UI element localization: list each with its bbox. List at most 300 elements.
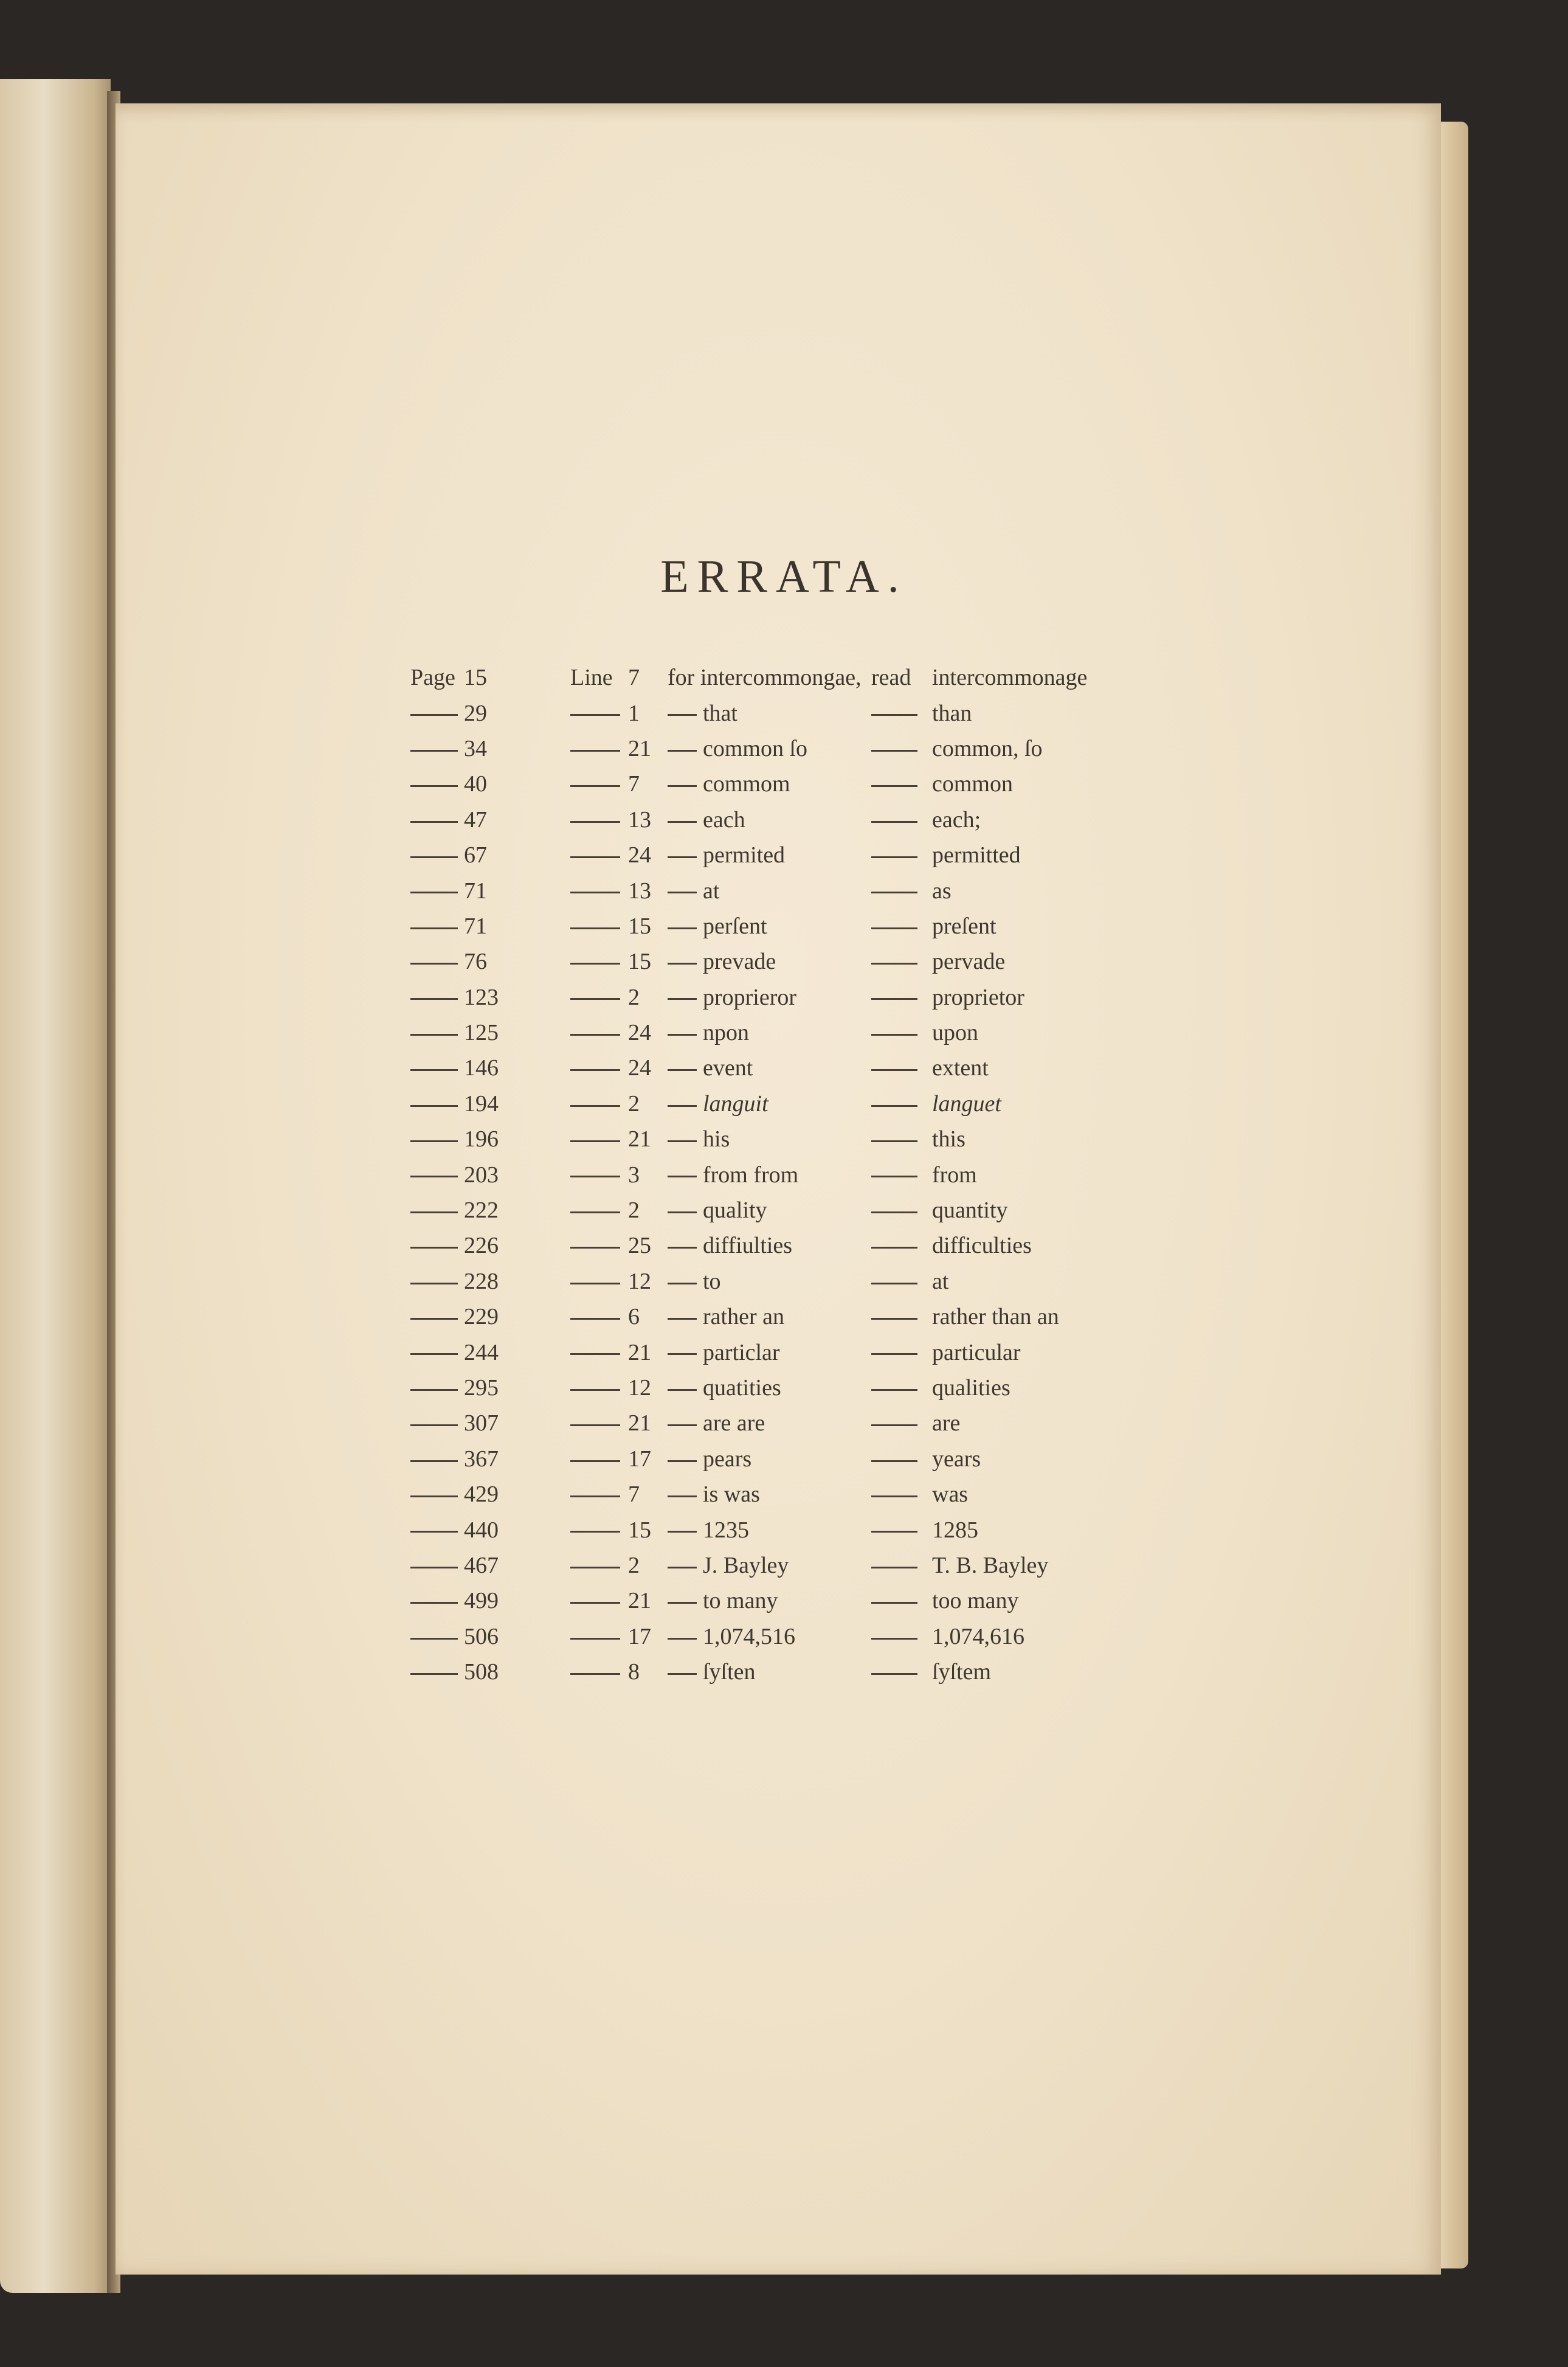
ditto-dash [570,1069,620,1071]
error-text: perſent [703,913,767,939]
ditto-dash [668,856,697,858]
ditto-dash [410,1176,458,1177]
error-text-cell [668,1619,871,1654]
errata-row [410,1193,1087,1228]
page-ditto-cell [410,1264,464,1299]
error-text: from from [703,1162,799,1188]
page-ditto-cell [410,1015,464,1050]
correction-text-cell [932,766,1087,802]
errata-row [410,766,1087,802]
read-ditto-cell [871,1015,932,1050]
read-ditto-cell [871,1264,932,1299]
page-ditto-cell [410,1370,464,1405]
ditto-dash [570,1247,620,1249]
correction-text-cell [932,1441,1087,1477]
line-number: 3 [628,1162,640,1188]
error-text-cell [668,1583,871,1618]
ditto-dash [570,821,620,823]
ditto-dash [871,998,917,1000]
ditto-dash [570,1673,620,1675]
read-ditto-cell [871,1050,932,1086]
ditto-dash [668,1353,697,1355]
correction-text-cell [932,1405,1087,1441]
correction-text: qualities [932,1375,1010,1401]
ditto-dash [410,856,458,858]
page-number-cell [464,1157,570,1192]
ditto-dash [410,1602,458,1604]
errata-row [410,1334,1087,1370]
errata-row [410,1157,1087,1192]
read-ditto-cell [871,1121,932,1157]
error-text-cell [668,1654,871,1689]
line-number: 2 [628,1552,640,1578]
correction-text-cell [932,1583,1087,1618]
page-number-cell [464,1405,570,1441]
line-ditto-cell [570,1619,628,1654]
error-text: that [703,700,737,726]
page-ditto-cell [410,731,464,766]
correction-text-cell [932,1264,1087,1299]
page-number-cell [464,1654,570,1689]
errata-row [410,1654,1087,1689]
line-number: 7 [628,665,640,691]
correction-text: preſent [932,913,996,939]
error-text-cell [668,1228,871,1263]
error-text: commom [703,771,790,797]
ditto-dash [871,1673,917,1675]
page-number-cell [464,873,570,908]
line-number-cell [628,1121,668,1157]
error-text: quatities [703,1375,781,1401]
page-number-cell [464,1193,570,1228]
error-text: permited [703,842,786,868]
errata-row [410,1512,1087,1547]
ditto-dash [871,1638,917,1640]
read-ditto-cell [871,695,932,730]
errata-row [410,944,1087,979]
errata-row [410,1299,1087,1334]
correction-text: permitted [932,842,1021,868]
page-number-cell [464,1512,570,1547]
line-number-cell [628,695,668,730]
error-text: 1,074,516 [703,1623,795,1649]
correction-text: pervade [932,949,1006,975]
error-text: his [703,1126,730,1152]
ditto-dash [410,1034,458,1036]
line-ditto-cell [570,1157,628,1192]
ditto-dash [410,1069,458,1071]
ditto-dash [871,1602,917,1604]
read-ditto-cell [871,1654,932,1689]
ditto-dash [871,1567,917,1568]
ditto-dash [570,1353,620,1355]
line-number-cell [628,1370,668,1405]
error-text: each [703,806,745,833]
read-ditto-cell [871,980,932,1015]
correction-text-cell [932,1512,1087,1547]
correction-text: upon [932,1020,978,1046]
line-number-cell [628,1619,668,1654]
ditto-dash [871,1176,917,1177]
ditto-dash [668,1140,697,1142]
ditto-dash [410,1389,458,1391]
correction-text: intercommonage [932,665,1088,691]
page-ditto-cell [410,695,464,730]
correction-text-cell [932,1121,1087,1157]
ditto-dash [570,1211,620,1213]
correction-text: T. B. Bayley [932,1552,1049,1578]
read-ditto-cell [871,1334,932,1370]
page-title: ERRATA. [660,551,908,602]
line-number-cell [628,802,668,837]
ditto-dash [410,963,458,965]
error-text-cell [668,1193,871,1228]
ditto-dash [668,1638,697,1640]
line-number: 24 [628,1055,651,1081]
line-number-cell [628,1548,668,1583]
ditto-dash [668,714,697,716]
error-text: 1235 [703,1517,749,1543]
page-ditto-cell [410,802,464,837]
ditto-dash [871,1318,917,1320]
error-text: pears [703,1446,752,1472]
page-ditto-cell [410,980,464,1015]
page-number: 29 [464,700,487,726]
errata-row [410,909,1087,944]
error-text-cell [668,802,871,837]
line-ditto-cell [570,1654,628,1689]
ditto-dash [668,1389,697,1391]
correction-text-cell [932,1157,1087,1192]
errata-header-row [410,660,1087,695]
page-number-cell [464,1477,570,1512]
error-text: are are [703,1410,765,1436]
errata-row [410,1441,1087,1477]
ditto-dash [668,892,697,893]
error-text-cell [668,873,871,908]
ditto-dash [668,963,697,965]
correction-text-cell [932,980,1087,1015]
page-number-cell [464,909,570,944]
page-ditto-cell [410,1583,464,1618]
line-number-cell [628,1157,668,1192]
page-ditto-cell [410,1477,464,1512]
ditto-dash [570,1318,620,1320]
correction-text-cell [932,1477,1087,1512]
correction-text: from [932,1162,977,1188]
ditto-dash [871,1389,917,1391]
page-number-cell [464,1548,570,1583]
ditto-dash [410,714,458,716]
ditto-dash [668,750,697,752]
ditto-dash [570,1283,620,1284]
line-number-cell [628,1086,668,1121]
ditto-dash [410,1318,458,1320]
correction-text: each; [932,806,981,833]
read-ditto-cell [871,1157,932,1192]
error-text: is was [703,1482,760,1508]
correction-text: as [932,878,952,904]
correction-text: rather than an [932,1304,1059,1330]
error-text: particlar [703,1339,780,1365]
line-ditto-cell [570,1477,628,1512]
ditto-dash [871,1211,917,1213]
ditto-dash [410,1283,458,1284]
errata-table [410,660,1087,1689]
line-number-cell [628,1441,668,1477]
ditto-dash [410,1353,458,1355]
page-number-cell [464,1441,570,1477]
line-number-cell [628,1228,668,1263]
line-number: 21 [628,1410,651,1436]
correction-text: common [932,771,1013,797]
error-text-cell [668,1050,871,1086]
line-number-cell [628,1334,668,1370]
page-ditto-cell [410,766,464,802]
ditto-dash [410,1531,458,1533]
page-number-cell [464,1050,570,1086]
ditto-dash [668,1034,697,1036]
correction-text: years [932,1446,981,1472]
correction-text: are [932,1410,961,1436]
error-text-cell [668,1441,871,1477]
line-ditto-cell [570,766,628,802]
error-text-cell [668,695,871,730]
error-text: quality [703,1197,767,1224]
read-ditto-cell [871,909,932,944]
line-ditto-cell [570,1512,628,1547]
ditto-dash [871,1034,917,1036]
ditto-dash [410,1424,458,1426]
correction-text-cell [932,1548,1087,1583]
correction-text: quantity [932,1197,1008,1224]
page-number-cell [464,802,570,837]
line-number: 24 [628,1020,651,1046]
error-text-cell [668,731,871,766]
correction-text: too many [932,1588,1019,1614]
line-ditto-cell [570,1121,628,1157]
errata-row [410,1405,1087,1441]
line-number: 17 [628,1623,651,1649]
line-number: 7 [628,1482,640,1508]
ditto-dash [668,1495,697,1497]
errata-row [410,1264,1087,1299]
line-ditto-cell [570,802,628,837]
page-number: 71 [464,878,487,904]
line-number-cell [628,909,668,944]
page-number: 367 [464,1446,499,1472]
line-number-cell [628,873,668,908]
correction-text-cell [932,1299,1087,1334]
read-ditto-cell [871,1405,932,1441]
page-ditto-cell [410,1050,464,1086]
error-text-cell [668,1086,871,1121]
line-number: 2 [628,1197,640,1224]
line-number-cell [628,980,668,1015]
line-ditto-cell [570,944,628,979]
errata-row [410,695,1087,730]
error-text: prevade [703,949,776,975]
ditto-dash [668,1602,697,1604]
correction-text: at [932,1268,949,1294]
page-ditto-cell [410,837,464,873]
ditto-dash [570,963,620,965]
errata-row [410,1548,1087,1583]
for-label: for [668,665,695,691]
errata-row [410,1619,1087,1654]
read-ditto-cell [871,1512,932,1547]
ditto-dash [668,1069,697,1071]
page-number: 194 [464,1090,499,1117]
correction-text: proprietor [932,984,1024,1010]
page-number-cell [464,1264,570,1299]
line-number: 1 [628,700,640,726]
page-ditto-cell [410,1512,464,1547]
errata-row [410,1015,1087,1050]
line-ditto-cell [570,1548,628,1583]
page-number: 76 [464,949,487,975]
page-number-cell [464,944,570,979]
read-ditto-cell [871,1086,932,1121]
ditto-dash [570,927,620,929]
error-text-cell [668,944,871,979]
read-ditto-cell [871,1299,932,1334]
page-number-cell [464,1334,570,1370]
line-number-cell [628,837,668,873]
page-number: 244 [464,1339,499,1365]
line-ditto-cell [570,1405,628,1441]
page-number-cell [464,1583,570,1618]
line-number-cell [628,1264,668,1299]
error-text-cell [668,837,871,873]
error-text-cell [668,1548,871,1583]
line-ditto-cell [570,1228,628,1263]
read-ditto-cell [871,944,932,979]
correction-text: particular [932,1339,1021,1365]
ditto-dash [668,785,697,787]
correction-text-cell [932,873,1087,908]
read-label: read [871,665,911,691]
line-number-cell [628,944,668,979]
read-ditto-cell [871,873,932,908]
error-text: rather an [703,1304,784,1330]
ditto-dash [570,1638,620,1640]
ditto-dash [668,1247,697,1249]
line-number: 21 [628,1126,651,1152]
correction-text-cell [932,1370,1087,1405]
read-ditto-cell [871,1441,932,1477]
error-text: proprieror [703,984,797,1010]
ditto-dash [668,1105,697,1107]
ditto-dash [570,1105,620,1107]
page-number-cell [464,1228,570,1263]
page-number: 146 [464,1055,499,1081]
line-ditto-cell [570,731,628,766]
page-number: 67 [464,842,487,868]
errata-row [410,1477,1087,1512]
read-ditto-cell [871,802,932,837]
page-number-cell [464,1299,570,1334]
line-number-cell [628,731,668,766]
line-number: 21 [628,1339,651,1365]
line-number-cell [628,1583,668,1618]
read-ditto-cell [871,1583,932,1618]
error-text: at [703,878,720,904]
correction-text-cell [932,1015,1087,1050]
page-number-cell [464,1086,570,1121]
page-number: 222 [464,1197,499,1224]
ditto-dash [570,1602,620,1604]
page-number: 228 [464,1268,499,1294]
ditto-dash [871,892,917,893]
ditto-dash [570,856,620,858]
page-number: 226 [464,1233,499,1259]
error-text-cell [668,1477,871,1512]
ditto-dash [570,1424,620,1426]
line-ditto-cell [570,1583,628,1618]
line-number: 17 [628,1446,651,1472]
page-ditto-cell [410,1441,464,1477]
ditto-dash [871,1495,917,1497]
line-ditto-cell [570,909,628,944]
page-number-cell [464,695,570,730]
errata-row [410,837,1087,873]
ditto-dash [410,1638,458,1640]
page-number-cell [464,837,570,873]
ditto-dash [410,1495,458,1497]
correction-text-cell [932,1619,1087,1654]
page-number: 229 [464,1304,499,1330]
page-number: 307 [464,1410,499,1436]
ditto-dash [410,785,458,787]
ditto-dash [570,1460,620,1462]
correction-text-cell [932,1193,1087,1228]
line-number-cell [628,1654,668,1689]
page-number: 34 [464,735,487,761]
line-number-cell [628,1050,668,1086]
ditto-dash [410,927,458,929]
errata-row [410,1050,1087,1086]
correction-text: extent [932,1055,989,1081]
page-number: 123 [464,984,499,1010]
error-text-cell [668,909,871,944]
ditto-dash [410,1567,458,1568]
page-number-cell [464,766,570,802]
error-text: J. Bayley [703,1552,789,1578]
ditto-dash [410,1140,458,1142]
page-number: 15 [464,665,487,691]
page-number: 499 [464,1588,499,1614]
correction-text: this [932,1126,965,1152]
errata-row [410,731,1087,766]
page-number: 47 [464,806,487,833]
ditto-dash [871,750,917,752]
page-number: 125 [464,1020,499,1046]
ditto-dash [570,1034,620,1036]
ditto-dash [871,714,917,716]
ditto-dash [871,1283,917,1284]
line-number: 21 [628,735,651,761]
ditto-dash [410,1673,458,1675]
line-number: 15 [628,949,651,975]
errata-row [410,802,1087,837]
error-text-cell [668,1405,871,1441]
line-number: 24 [628,842,651,868]
correction-text-cell [932,837,1087,873]
ditto-dash [570,1389,620,1391]
page-ditto-cell [410,1157,464,1192]
line-number: 12 [628,1375,651,1401]
